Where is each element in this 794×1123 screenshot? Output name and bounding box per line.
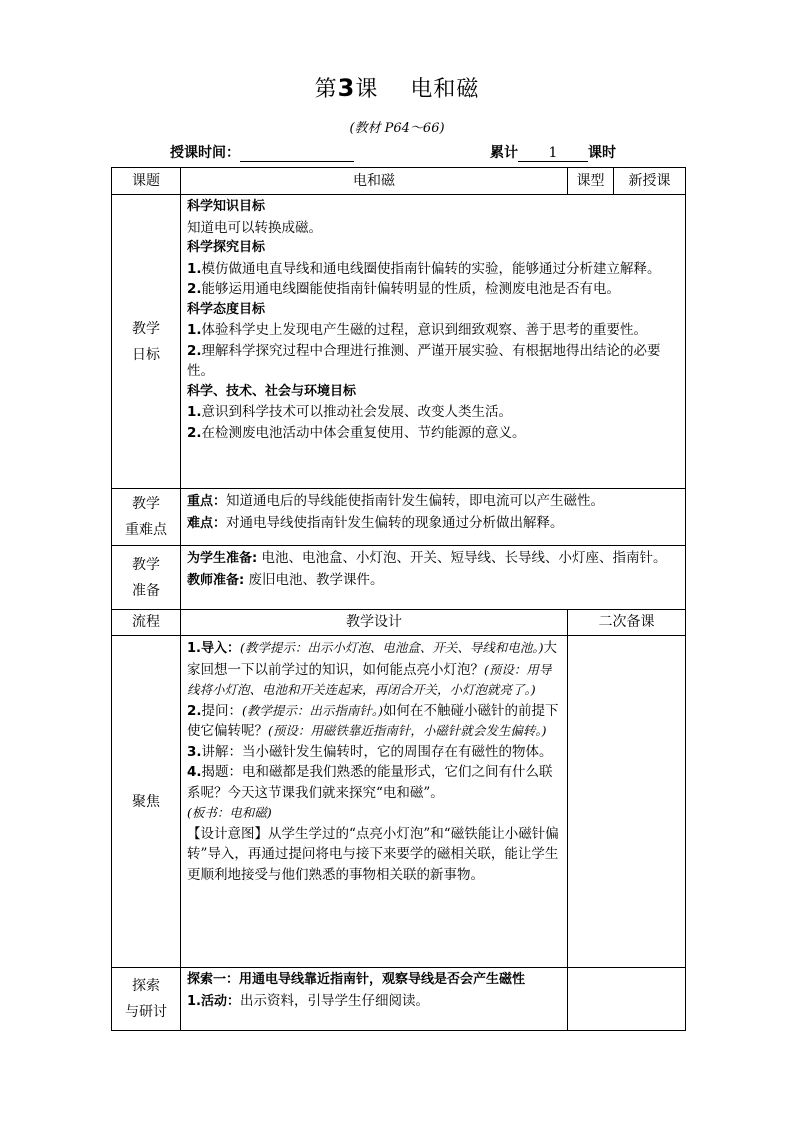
total-value: 1 [518,145,588,162]
lesson-suffix: 课 [355,77,379,102]
step-reveal: 4.揭题：电和磁都是我们熟悉的能量形式，它们之间有什么联系呢？今天这节课我们就来探究“电和磁”。 (板书：电和磁) [187,764,553,820]
topic-value: 电和磁 [181,168,568,195]
design-label: 教学设计 [181,610,568,636]
second-prep-cell [568,636,686,968]
lesson-prefix: 第 [314,77,338,102]
flow-header-row [112,610,686,636]
goal-heading: 科学态度目标 [187,301,266,317]
prep-row [112,546,686,610]
second-prep-label: 二次备课 [568,610,686,636]
time-blank [240,145,354,162]
explore-content [181,968,568,1031]
lesson-name: 电和磁 [410,77,480,102]
goal-heading: 科学探究目标 [187,240,266,255]
design-intent: 【设计意图】从学生学过的“点亮小灯泡”和“磁铁能让小磁针偏转”导入，再通过提问将电与接下来要学的磁相关联，能让学生更顺利地接受与他们熟悉的事物相关联的新事物。 [187,825,559,883]
topic-row [112,168,686,195]
hour-label: 课时 [588,145,616,161]
goals-content [181,195,686,489]
key-row [112,489,686,546]
focus-section-content [181,636,568,968]
step-explain: 3.讲解：当小磁针发生偏转时，它的周围存在有磁性的物体。 [187,743,553,760]
type-label: 课型 [568,168,614,195]
explore-label: 探索 与研讨 [112,968,181,1031]
goal-item: 2.理解科学探究过程中合理进行推测、严谨开展实验、有根据地得出结论的必要性。 [187,342,661,379]
teacher-prep: 教师准备: 废旧电池、教学课件。 [187,571,384,588]
explore-row [112,968,686,1031]
time-field [170,142,354,162]
prep-content [181,546,686,610]
explore-heading: 探索一：用通电导线靠近指南针，观察导线是否会产生磁性 [187,972,526,987]
goal-item: 2.在检测废电池活动中体会重复使用、节约能源的意义。 [187,424,526,441]
type-value: 新授课 [614,168,686,195]
second-prep-cell [568,968,686,1031]
goals-row [112,195,686,489]
total-label: 累计 [490,145,518,161]
topic-label: 课题 [112,168,181,195]
lesson-plan-table [111,167,686,1031]
lesson-number: 3 [337,74,356,102]
flow-label: 流程 [112,610,181,636]
student-prep: 为学生准备: 电池、电池盒、小灯泡、开关、短导线、长导线、小灯座、指南针。 [187,550,667,566]
goals-label: 教学 日标 [112,195,181,489]
explore-activity: 1.活动：出示资料，引导学生仔细阅读。 [187,992,429,1009]
lesson-title [0,72,794,103]
key-content [181,489,686,546]
focus-point: 重点：知道通电后的导线能使指南针发生偏转，即电流可以产生磁性。 [187,493,605,509]
goal-item: 2.能够运用通电线圈能使指南针偏转明显的性质，检测废电池是否有电。 [187,281,621,297]
focus-row [112,636,686,968]
step-intro: 1.导入：(教学提示：出示小灯泡、电池盒、开关、导线和电池。)大家回想一下以前学过的知识，如何能点亮小灯泡？(预设：用导线将小灯泡、电池和开关连起来，再闭合开关，小灯泡就亮了。) [187,640,557,697]
focus-section-label: 聚焦 [112,636,181,968]
goal-item: 1.体验科学史上发现电产生磁的过程，意识到细致观察、善于思考的重要性。 [187,322,648,338]
goal-heading: 科学知识目标 [187,199,266,214]
total-field [490,142,616,162]
step-question: 2.提问：(教学提示：出示指南针。)如何在不触碰小磁针的前提下使它偏转呢？(预设：用磁铁靠近指南针，小磁针就会发生偏转。) [187,702,559,739]
goal-heading: 科学、技术、社会与环境目标 [187,383,357,399]
goal-item: 1.意识到科学技术可以推动社会发展、改变人类生活。 [187,404,513,420]
difficulty-point: 难点：对通电导线使指南针发生偏转的现象通过分析做出解释。 [187,514,564,531]
goal-item: 1.模仿做通电直导线和通电线圈使指南针偏转的实验，能够通过分析建立解释。 [187,260,661,277]
textbook-pages: (教材 P64～66) [349,121,445,136]
time-label: 授课时间： [170,145,240,161]
key-label: 教学 重难点 [112,489,181,546]
prep-label: 教学 准备 [112,546,181,610]
goal-item: 知道电可以转换成磁。 [187,219,322,236]
